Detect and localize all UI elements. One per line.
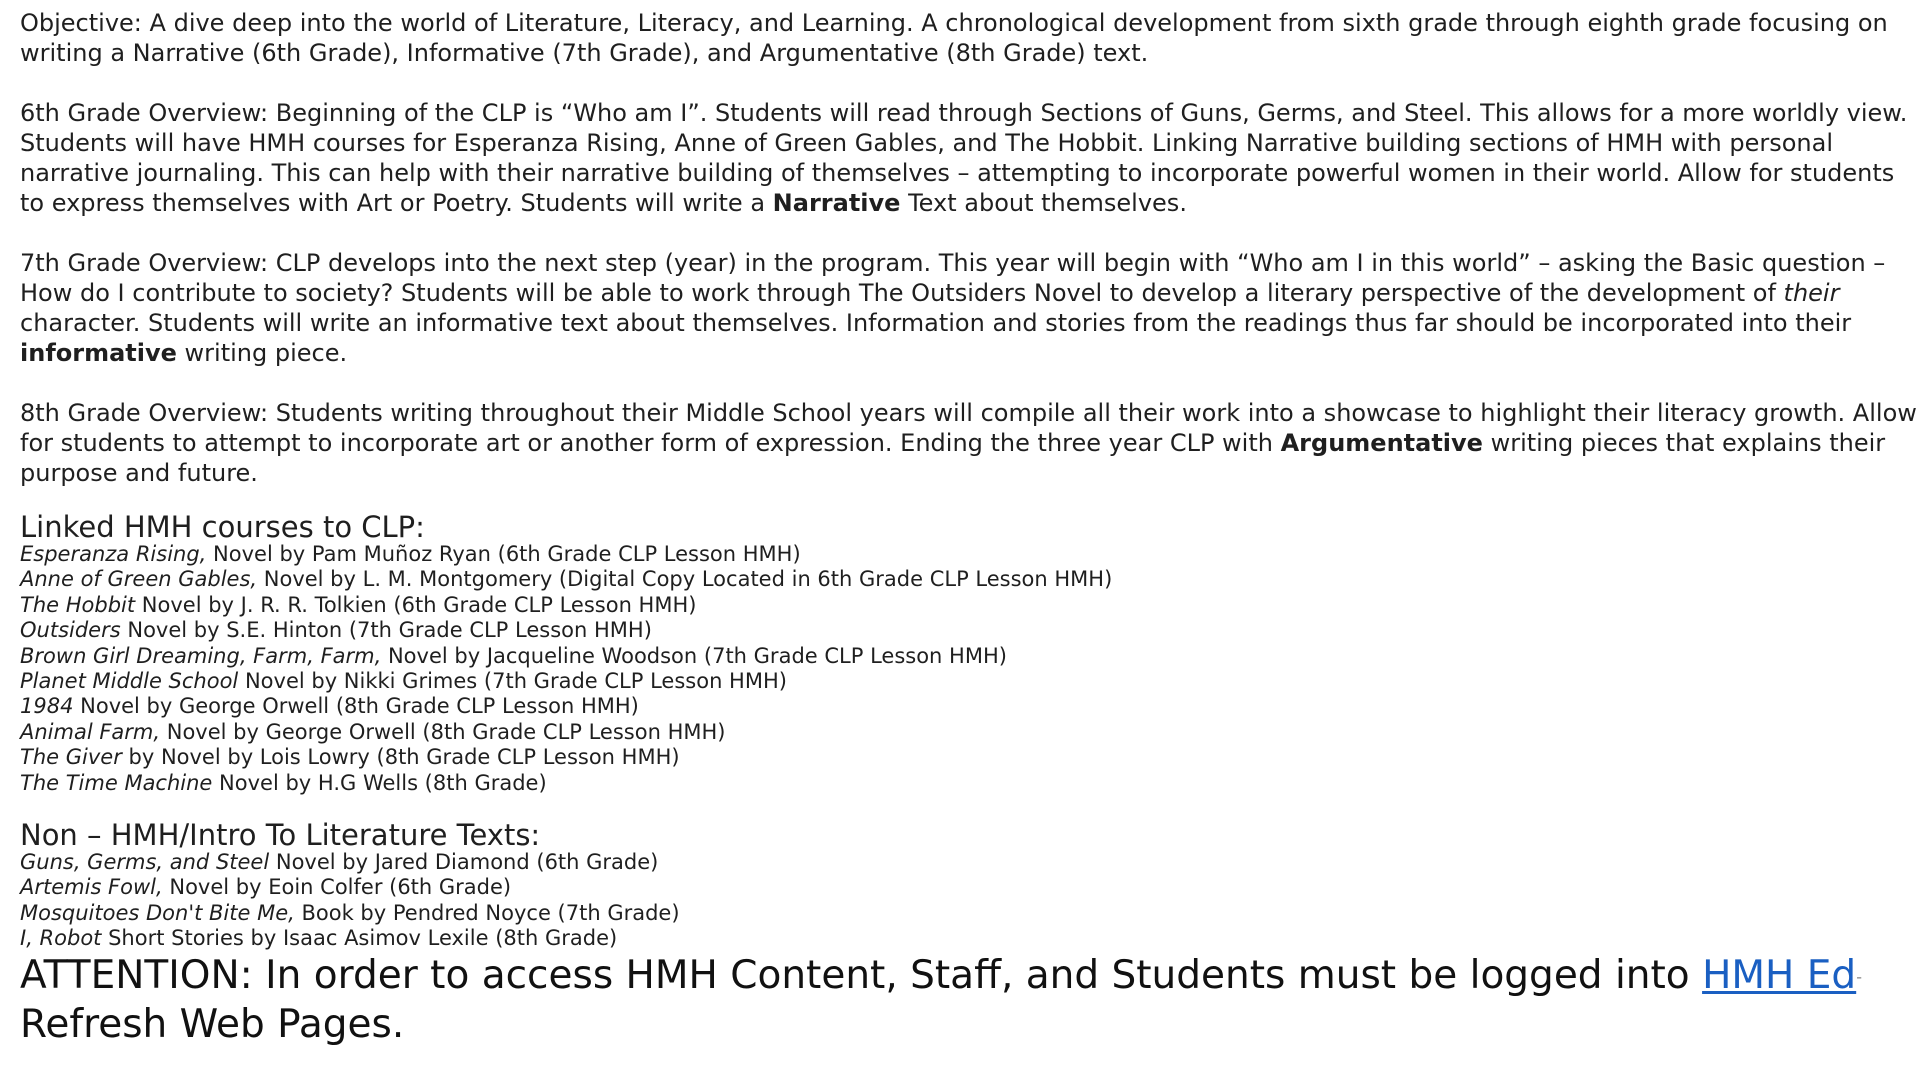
non-hmh-list [20, 850, 1920, 952]
grade8-bold-argumentative: Argumentative [1280, 429, 1483, 457]
list-item [20, 850, 1920, 875]
book-title: Brown Girl Dreaming, Farm, Farm, [20, 643, 382, 668]
book-title: Guns, Germs, and Steel [20, 850, 270, 875]
list-item [20, 593, 1920, 618]
list-item [20, 694, 1920, 719]
book-title: The Giver [20, 745, 122, 770]
book-details: Novel by Jacqueline Woodson (7th Grade CLP Lesson HMH) [387, 643, 1007, 668]
list-item [20, 720, 1920, 745]
list-item [20, 644, 1920, 669]
linked-courses-list [20, 542, 1920, 796]
grade7-bold-informative: informative [20, 339, 177, 367]
attention-notice [20, 952, 1920, 1050]
grade7-text-end: writing piece. [184, 339, 348, 367]
list-item [20, 745, 1920, 770]
book-title: Planet Middle School [20, 669, 239, 694]
book-details: Novel by Pam Muñoz Ryan (6th Grade CLP Lesson HMH) [213, 542, 801, 566]
grade6-overview-paragraph [20, 98, 1920, 218]
book-details: Novel by George Orwell (8th Grade CLP Lesson HMH) [80, 694, 639, 719]
grade8-text: Students writing throughout their Middle School years will compile all their work into a showcase to highlight their literacy growth. Allow for students to attempt to incorporate art or another form of expression. Ending the three year CLP with [20, 399, 1917, 457]
book-details: Novel by J. R. R. Tolkien (6th Grade CLP Lesson HMH) [141, 592, 697, 617]
list-item [20, 901, 1920, 926]
book-title: Animal Farm, [20, 719, 161, 744]
book-title: The Time Machine [20, 770, 213, 795]
hmh-ed-link[interactable]: HMH Ed [1702, 952, 1857, 998]
book-title: Mosquitoes Don't Bite Me, [20, 900, 295, 925]
book-details: Novel by S.E. Hinton (7th Grade CLP Lesson HMH) [127, 618, 652, 643]
grade8-text-end: writing pieces that explains their purpose and future. [20, 429, 1886, 487]
book-details: Novel by Eoin Colfer (6th Grade) [169, 875, 512, 900]
grade7-italic-their: their [1783, 279, 1840, 307]
book-details: Novel by Jared Diamond (6th Grade) [275, 850, 659, 875]
list-item [20, 669, 1920, 694]
list-item [20, 875, 1920, 900]
list-item [20, 618, 1920, 643]
grade6-text-end: Text about themselves. [908, 189, 1187, 217]
grade8-overview-paragraph [20, 398, 1920, 488]
grade7-text-middle: character. Students will write an informative text about themselves. Information and stories from the readings thus far should be incorporated into their [20, 309, 1852, 337]
book-title: Outsiders [20, 618, 121, 643]
linked-courses-heading: Linked HMH courses to CLP: [20, 510, 425, 544]
grade7-text: CLP develops into the next step (year) in the program. This year will begin with “Who am I in this world” – asking the Basic question – How do I contribute to society? Students will be able to work through The Outsiders Novel to develop a literary perspective of the development of [20, 249, 1886, 307]
objective-label: Objective: [20, 9, 142, 37]
book-details: Novel by George Orwell (8th Grade CLP Lesson HMH) [166, 719, 726, 744]
list-item [20, 771, 1920, 796]
attention-text: ATTENTION: In order to access HMH Content, Staff, and Students must be logged into [20, 952, 1690, 998]
grade7-overview-paragraph [20, 248, 1920, 368]
list-item [20, 567, 1920, 592]
objective-text: A dive deep into the world of Literature, Literacy, and Learning. A chronological development from sixth grade through eighth grade focusing on writing a Narrative (6th Grade), Informative (7th Grade), and Argumentative (8th Grade) text. [20, 9, 1888, 67]
list-item [20, 542, 1920, 567]
book-title: The Hobbit [20, 592, 136, 617]
non-hmh-heading: Non – HMH/Intro To Literature Texts: [20, 818, 541, 853]
grade6-label: 6th Grade Overview: [20, 99, 269, 127]
grade7-label: 7th Grade Overview: [20, 249, 269, 277]
book-details: by Novel by Lois Lowry (8th Grade CLP Lesson HMH) [128, 745, 680, 770]
grade6-text: Beginning of the CLP is “Who am I”. Students will read through Sections of Guns, Germs, and Steel. This allows for a more worldly view. Students will have HMH courses for Esperanza Rising, Anne of Green Gables, and The Hobbit. Linking Narrative building sections of HMH with personal narrative journaling. This can help with their narrative building of themselves – attempting to incorporate powerful women in their world. Allow for students to express themselves with Art or Poetry. Students will write a [20, 99, 1908, 217]
book-title: 1984 [20, 694, 74, 719]
book-details: Novel by L. M. Montgomery (Digital Copy Located in 6th Grade CLP Lesson HMH) [263, 567, 1113, 592]
grade8-label: 8th Grade Overview: [20, 399, 269, 427]
book-title: Esperanza Rising, [20, 542, 207, 566]
link-separator: - [1856, 967, 1862, 987]
book-title: I, Robot [20, 926, 102, 951]
book-title: Artemis Fowl, [20, 875, 163, 900]
objective-paragraph [20, 8, 1920, 68]
book-details: Novel by Nikki Grimes (7th Grade CLP Lesson HMH) [244, 669, 787, 694]
attention-refresh-text: Refresh Web Pages. [20, 1002, 405, 1048]
grade6-bold-narrative: Narrative [772, 189, 901, 217]
book-title: Anne of Green Gables, [20, 567, 258, 592]
list-item [20, 926, 1920, 951]
book-details: Novel by H.G Wells (8th Grade) [219, 770, 547, 795]
book-details: Short Stories by Isaac Asimov Lexile (8th Grade) [108, 926, 618, 951]
book-details: Book by Pendred Noyce (7th Grade) [301, 900, 680, 925]
